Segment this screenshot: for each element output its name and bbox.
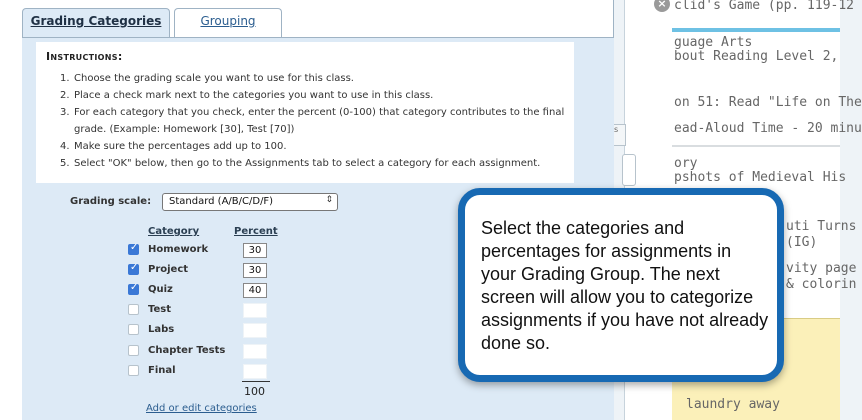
tab-label: Grading Categories — [30, 14, 162, 28]
step-number: 5. — [60, 158, 70, 169]
tab-grading-categories[interactable] — [22, 8, 170, 38]
callout-text: Select the categories and percentages for assignments in your Grading Group. The next screen will allow you to categorize assignments if you have not already done so. — [481, 218, 769, 353]
background-item: guage Arts — [674, 35, 753, 50]
tab-grouping[interactable] — [174, 8, 282, 38]
updown-arrow-icon: ⇕ — [325, 195, 333, 205]
background-item: ead-Aloud Time - 20 minu — [674, 121, 862, 136]
percent-input[interactable] — [243, 364, 267, 379]
instruction-step — [60, 138, 566, 155]
category-checkbox[interactable] — [128, 345, 139, 356]
category-checkbox[interactable] — [128, 284, 139, 295]
percent-input[interactable]: 30 — [243, 243, 267, 258]
step-number: 3. — [60, 107, 70, 118]
background-item: on 51: Read "Life on The — [674, 95, 862, 110]
category-checkbox[interactable] — [128, 264, 139, 275]
background-item: pshots of Medieval His — [674, 170, 847, 185]
step-number: 4. — [60, 141, 70, 152]
background-item: clid's Game (pp. 119-12 — [674, 0, 855, 13]
background-item: & colorin — [786, 277, 857, 292]
category-name: Final — [148, 365, 176, 376]
step-text: For each category that you check, enter the percent (0-100) that category contributes to the final grade. (Example: Homework [30], Test [70]) — [74, 107, 565, 135]
step-text: Select "OK" below, then go to the Assignments tab to select a category for each assignment. — [74, 158, 541, 169]
instruction-step — [60, 104, 566, 138]
total-divider — [242, 381, 270, 382]
instructions-list — [60, 70, 566, 172]
tab-label: Grouping — [200, 14, 256, 28]
instruction-step — [60, 70, 566, 87]
side-tab-label: s — [614, 125, 619, 134]
percent-total: 100 — [244, 385, 265, 398]
side-tab[interactable] — [614, 124, 626, 146]
step-text: Place a check mark next to the categories you want to use in this class. — [74, 90, 434, 101]
category-checkbox[interactable] — [128, 304, 139, 315]
category-name: Test — [148, 304, 172, 315]
category-name: Labs — [148, 324, 175, 335]
category-checkbox[interactable] — [128, 324, 139, 335]
category-checkbox[interactable] — [128, 244, 139, 255]
percent-input[interactable]: 40 — [243, 283, 267, 298]
percent-input[interactable] — [243, 323, 267, 338]
category-header: Category — [148, 226, 200, 237]
add-edit-categories-link[interactable]: Add or edit categories — [146, 403, 257, 414]
background-item: ory — [674, 156, 698, 171]
category-checkbox[interactable] — [128, 365, 139, 376]
background-item: uti Turns — [786, 219, 857, 234]
grading-scale-select[interactable] — [162, 193, 338, 211]
category-name: Project — [148, 264, 189, 275]
category-name: Chapter Tests — [148, 345, 226, 356]
step-text: Make sure the percentages add up to 100. — [74, 141, 287, 152]
instruction-step — [60, 155, 566, 172]
category-name: Quiz — [148, 284, 173, 295]
percent-input[interactable]: 30 — [243, 263, 267, 278]
instructions-box — [36, 42, 574, 183]
close-icon[interactable]: × — [654, 0, 670, 12]
percent-input[interactable] — [243, 303, 267, 318]
grading-scale-label: Grading scale: — [70, 196, 152, 207]
background-item: vity page — [786, 261, 857, 276]
percent-input[interactable] — [243, 344, 267, 359]
background-divider — [672, 28, 840, 32]
instruction-step — [60, 87, 566, 104]
tutorial-callout — [458, 188, 784, 382]
instructions-title: Instructions: — [46, 50, 123, 63]
background-divider — [672, 145, 840, 147]
background-item: laundry away — [686, 397, 780, 412]
category-name: Homework — [148, 244, 209, 255]
grading-scale-value: Standard (A/B/C/D/F) — [169, 196, 274, 207]
side-tab[interactable] — [622, 154, 636, 186]
step-number: 2. — [60, 90, 70, 101]
step-text: Choose the grading scale you want to use for this class. — [74, 73, 354, 84]
step-number: 1. — [60, 73, 70, 84]
percent-header: Percent — [234, 226, 278, 237]
background-item: (IG) — [786, 235, 818, 250]
background-item: bout Reading Level 2, — [674, 49, 839, 64]
